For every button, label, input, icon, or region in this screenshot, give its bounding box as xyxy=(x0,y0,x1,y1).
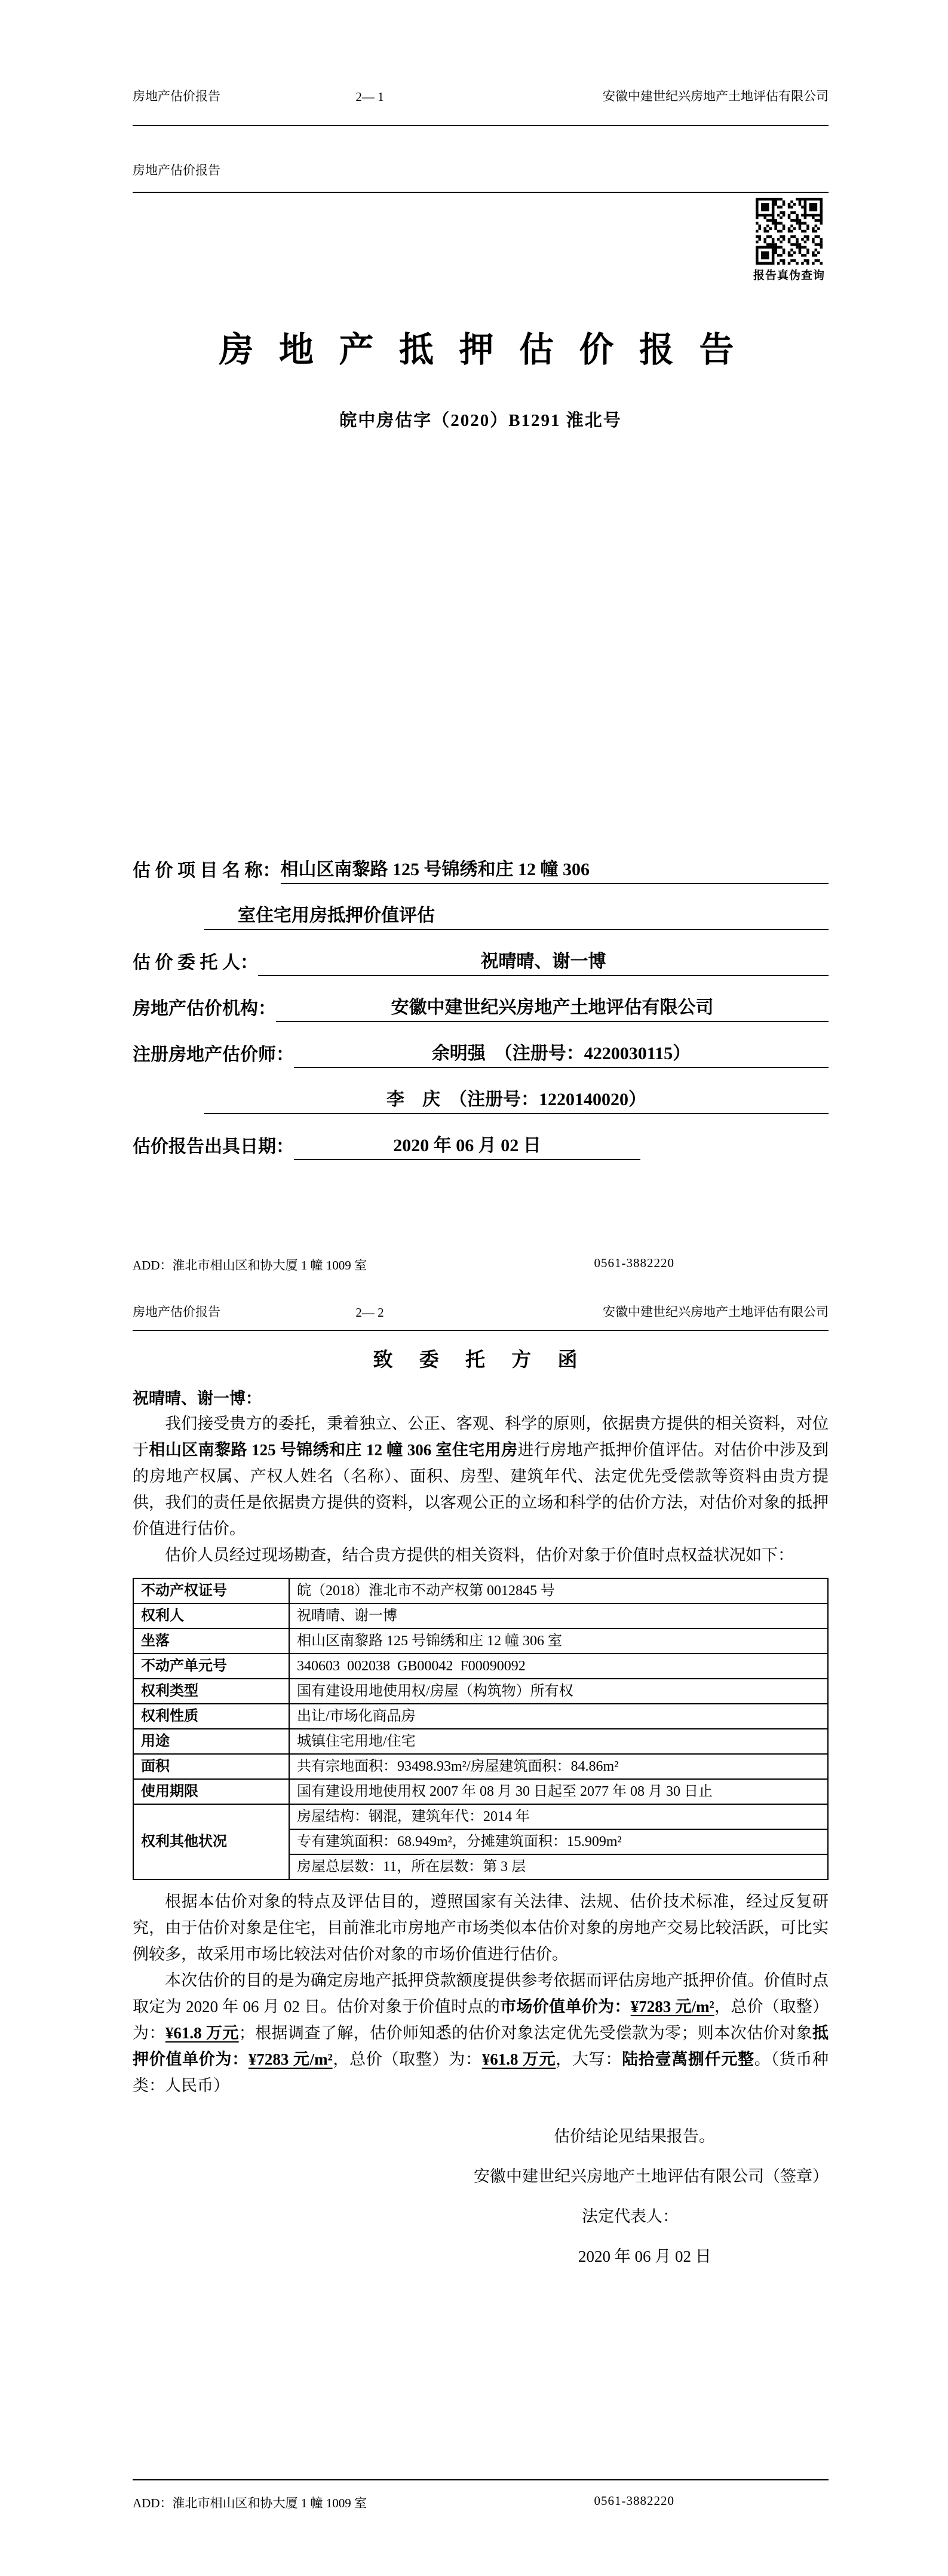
table-row-area xyxy=(133,1754,828,1779)
running-header-secondary xyxy=(133,126,829,193)
row-value: 房屋结构：钢混，建筑年代：2014 年 xyxy=(289,1804,828,1829)
table-row-unit-no xyxy=(133,1654,828,1679)
market-unit-price: ¥7283 元/m² xyxy=(630,1998,714,2016)
row-label: 用途 xyxy=(133,1729,289,1754)
mortgage-unit-price: ¥7283 元/m² xyxy=(248,2050,333,2068)
letter-paragraph-2: 估价人员经过现场勘查，结合贵方提供的相关资料，估价对象于价值时点权益状况如下： xyxy=(165,1546,794,1564)
page-number: 2— 1 xyxy=(355,90,384,104)
property-rights-table xyxy=(133,1578,829,1880)
table-row-right-type xyxy=(133,1679,828,1704)
paragraph-text: ，大写： xyxy=(556,2050,622,2068)
form-row-agency xyxy=(133,995,829,1022)
row-label: 权利性质 xyxy=(133,1704,289,1729)
row-value: 国有建设用地使用权 2007 年 08 月 30 日起至 2077 年 08 月 30 日止 xyxy=(289,1779,828,1804)
footer-address: ADD：淮北市相山区和协大厦 1 幢 1009 室 xyxy=(133,1258,367,1272)
row-value: 皖（2018）淮北市不动产权第 0012845 号 xyxy=(289,1578,828,1603)
qr-code-icon xyxy=(756,198,823,265)
agency-label: 房地产估价机构： xyxy=(133,998,276,1019)
form-row-project-name xyxy=(133,857,829,884)
letter-paragraph-1 xyxy=(133,1410,829,1542)
header-report-type: 房地产估价报告 xyxy=(133,89,220,103)
subject-property-bold: 相山区南黎路 125 号锦绣和庄 12 幢 306 室住宅用房 xyxy=(149,1441,518,1459)
closing-date: 2020 年 06 月 02 日 xyxy=(578,2247,711,2265)
closing-company-seal-line: 安徽中建世纪兴房地产土地评估有限公司（签章） xyxy=(474,2167,829,2185)
amount-in-words: 陆拾壹萬捌仟元整 xyxy=(622,2050,754,2068)
page-number: 2— 2 xyxy=(355,1305,384,1320)
running-header xyxy=(133,1288,829,1331)
row-label: 不动产单元号 xyxy=(133,1654,289,1679)
row-value: 国有建设用地使用权/房屋（构筑物）所有权 xyxy=(289,1679,828,1704)
running-header xyxy=(133,0,829,126)
row-value: 城镇住宅用地/住宅 xyxy=(289,1729,828,1754)
paragraph-text: ，总价（取整）为： xyxy=(332,2050,482,2068)
paragraph-text: ；根据调查了解，估价师知悉的估价对象法定优先受偿款为零；则本次估价对象 xyxy=(238,2024,812,2042)
row-value: 340603 002038 GB00042 F00090092 xyxy=(289,1654,828,1679)
form-row-client xyxy=(133,949,829,976)
row-label: 面积 xyxy=(133,1754,289,1779)
table-row-owner xyxy=(133,1603,828,1629)
qr-verification-block xyxy=(750,198,829,283)
paragraph-text: ，总价（取整）为： xyxy=(133,1998,829,2042)
table-row-location xyxy=(133,1629,828,1654)
table-row-other-status xyxy=(133,1804,828,1829)
project-name-value-continued: 室住宅用房抵押价值评估 xyxy=(204,903,829,930)
report-title: 房 地 产 抵 押 估 价 报 告 xyxy=(219,330,743,369)
cover-form xyxy=(133,857,829,1160)
paragraph-text: 。（货币种类：人民币） xyxy=(133,2050,829,2094)
table-row-term xyxy=(133,1779,828,1804)
letter-paragraph-4 xyxy=(133,1967,829,2099)
appraiser-1-value: 余明强 （注册号：4220030115） xyxy=(294,1041,829,1068)
row-label: 权利类型 xyxy=(133,1679,289,1704)
row-value: 专有建筑面积：68.949m²，分摊建筑面积：15.909m² xyxy=(289,1829,828,1854)
appraiser-2-value: 李 庆 （注册号：1220140020） xyxy=(204,1087,829,1114)
row-value: 祝晴晴、谢一博 xyxy=(289,1603,828,1629)
salutation: 祝晴晴、谢一博： xyxy=(133,1390,262,1407)
closing-conclusion-note: 估价结论见结果报告。 xyxy=(554,2127,715,2145)
market-total-price: ¥61.8 万元 xyxy=(165,2024,239,2042)
paragraph-text: 本次估价的目的是为确定房地产抵押贷款额度提供参考依据而评估房地产抵押价值。价值时点取定为 2020 年 06 月 02 日。估价对象于价值时点的 xyxy=(133,1971,829,2016)
mortgage-total-price: ¥61.8 万元 xyxy=(481,2050,556,2068)
paragraph-text: 进行房地产抵押价值评估。对估价中涉及到的房地产权属、产权人姓名（名称）、面积、房型、建筑年代、法定优先受偿款等资料由贵方提供，我们的责任是依据贵方提供的资料，以客观公正的立场和科学的估价方法，对估价对象的抵押价值进行估价。 xyxy=(133,1441,829,1538)
header-company-name: 安徽中建世纪兴房地产土地评估有限公司 xyxy=(603,1305,829,1319)
row-label: 坐落 xyxy=(133,1629,289,1654)
header-report-type-2: 房地产估价报告 xyxy=(133,163,220,177)
mortgage-value-label-bold: 抵押价值单价为： xyxy=(133,2024,829,2068)
market-value-label-bold: 市场价值单价为： xyxy=(500,1998,631,2016)
row-label: 权利人 xyxy=(133,1603,289,1629)
form-row-project-name-cont xyxy=(133,903,829,930)
appraiser-label: 注册房地产估价师： xyxy=(133,1044,294,1065)
page-2-content xyxy=(133,1288,829,2277)
letter-title: 致 委 托 方 函 xyxy=(373,1350,588,1371)
page-1-content xyxy=(133,0,829,1160)
report-number: 皖中房估字（2020）B1291 淮北号 xyxy=(339,410,622,430)
form-row-issue-date xyxy=(133,1133,829,1160)
page-footer xyxy=(133,2479,829,2511)
client-label: 估 价 委 托 人： xyxy=(133,952,258,973)
footer-phone: 0561-3882220 xyxy=(594,1256,674,1270)
row-label: 权利其他状况 xyxy=(133,1804,289,1879)
row-label: 不动产权证号 xyxy=(133,1578,289,1603)
row-value: 相山区南黎路 125 号锦绣和庄 12 幢 306 室 xyxy=(289,1629,828,1654)
footer-phone: 0561-3882220 xyxy=(594,2494,674,2508)
row-value: 出让/市场化商品房 xyxy=(289,1704,828,1729)
closing-legal-representative: 法定代表人： xyxy=(582,2207,679,2225)
issue-date-label: 估价报告出具日期： xyxy=(133,1136,294,1157)
qr-caption: 报告真伪查询 xyxy=(753,269,825,282)
page-footer xyxy=(133,1256,829,1274)
closing-block xyxy=(133,2117,829,2277)
issue-date-value: 2020 年 06 月 02 日 xyxy=(294,1133,640,1160)
paragraph-text: 我们接受贵方的委托，秉着独立、公正、客观、科学的原则，依据贵方提供的相关资料，对位于 xyxy=(133,1415,829,1459)
form-row-appraiser-1 xyxy=(133,1041,829,1068)
client-value: 祝晴晴、谢一博 xyxy=(258,949,829,976)
header-report-type: 房地产估价报告 xyxy=(133,1305,220,1319)
footer-address: ADD：淮北市相山区和协大厦 1 幢 1009 室 xyxy=(133,2496,367,2510)
table-row-cert-no xyxy=(133,1578,828,1603)
letter-paragraph-3: 根据本估价对象的特点及评估目的，遵照国家有关法律、法规、估价技术标准，经过反复研究，由于估价对象是住宅，目前淮北市房地产市场类似本估价对象的房地产交易比较活跃，可比实例较多，故采用市场比较法对估价对象的市场价值进行估价。 xyxy=(133,1893,829,1963)
row-label: 使用期限 xyxy=(133,1779,289,1804)
project-name-label: 估 价 项 目 名 称： xyxy=(133,860,281,881)
project-name-value: 相山区南黎路 125 号锦绣和庄 12 幢 306 xyxy=(281,857,829,884)
page-2 xyxy=(0,1288,948,2576)
form-row-appraiser-2 xyxy=(133,1087,829,1114)
agency-value: 安徽中建世纪兴房地产土地评估有限公司 xyxy=(276,995,829,1022)
table-row-right-nature xyxy=(133,1704,828,1729)
header-company-name: 安徽中建世纪兴房地产土地评估有限公司 xyxy=(603,89,829,103)
row-value: 房屋总层数：11，所在层数：第 3 层 xyxy=(289,1854,828,1879)
row-value: 共有宗地面积：93498.93m²/房屋建筑面积：84.86m² xyxy=(289,1754,828,1779)
table-row-usage xyxy=(133,1729,828,1754)
